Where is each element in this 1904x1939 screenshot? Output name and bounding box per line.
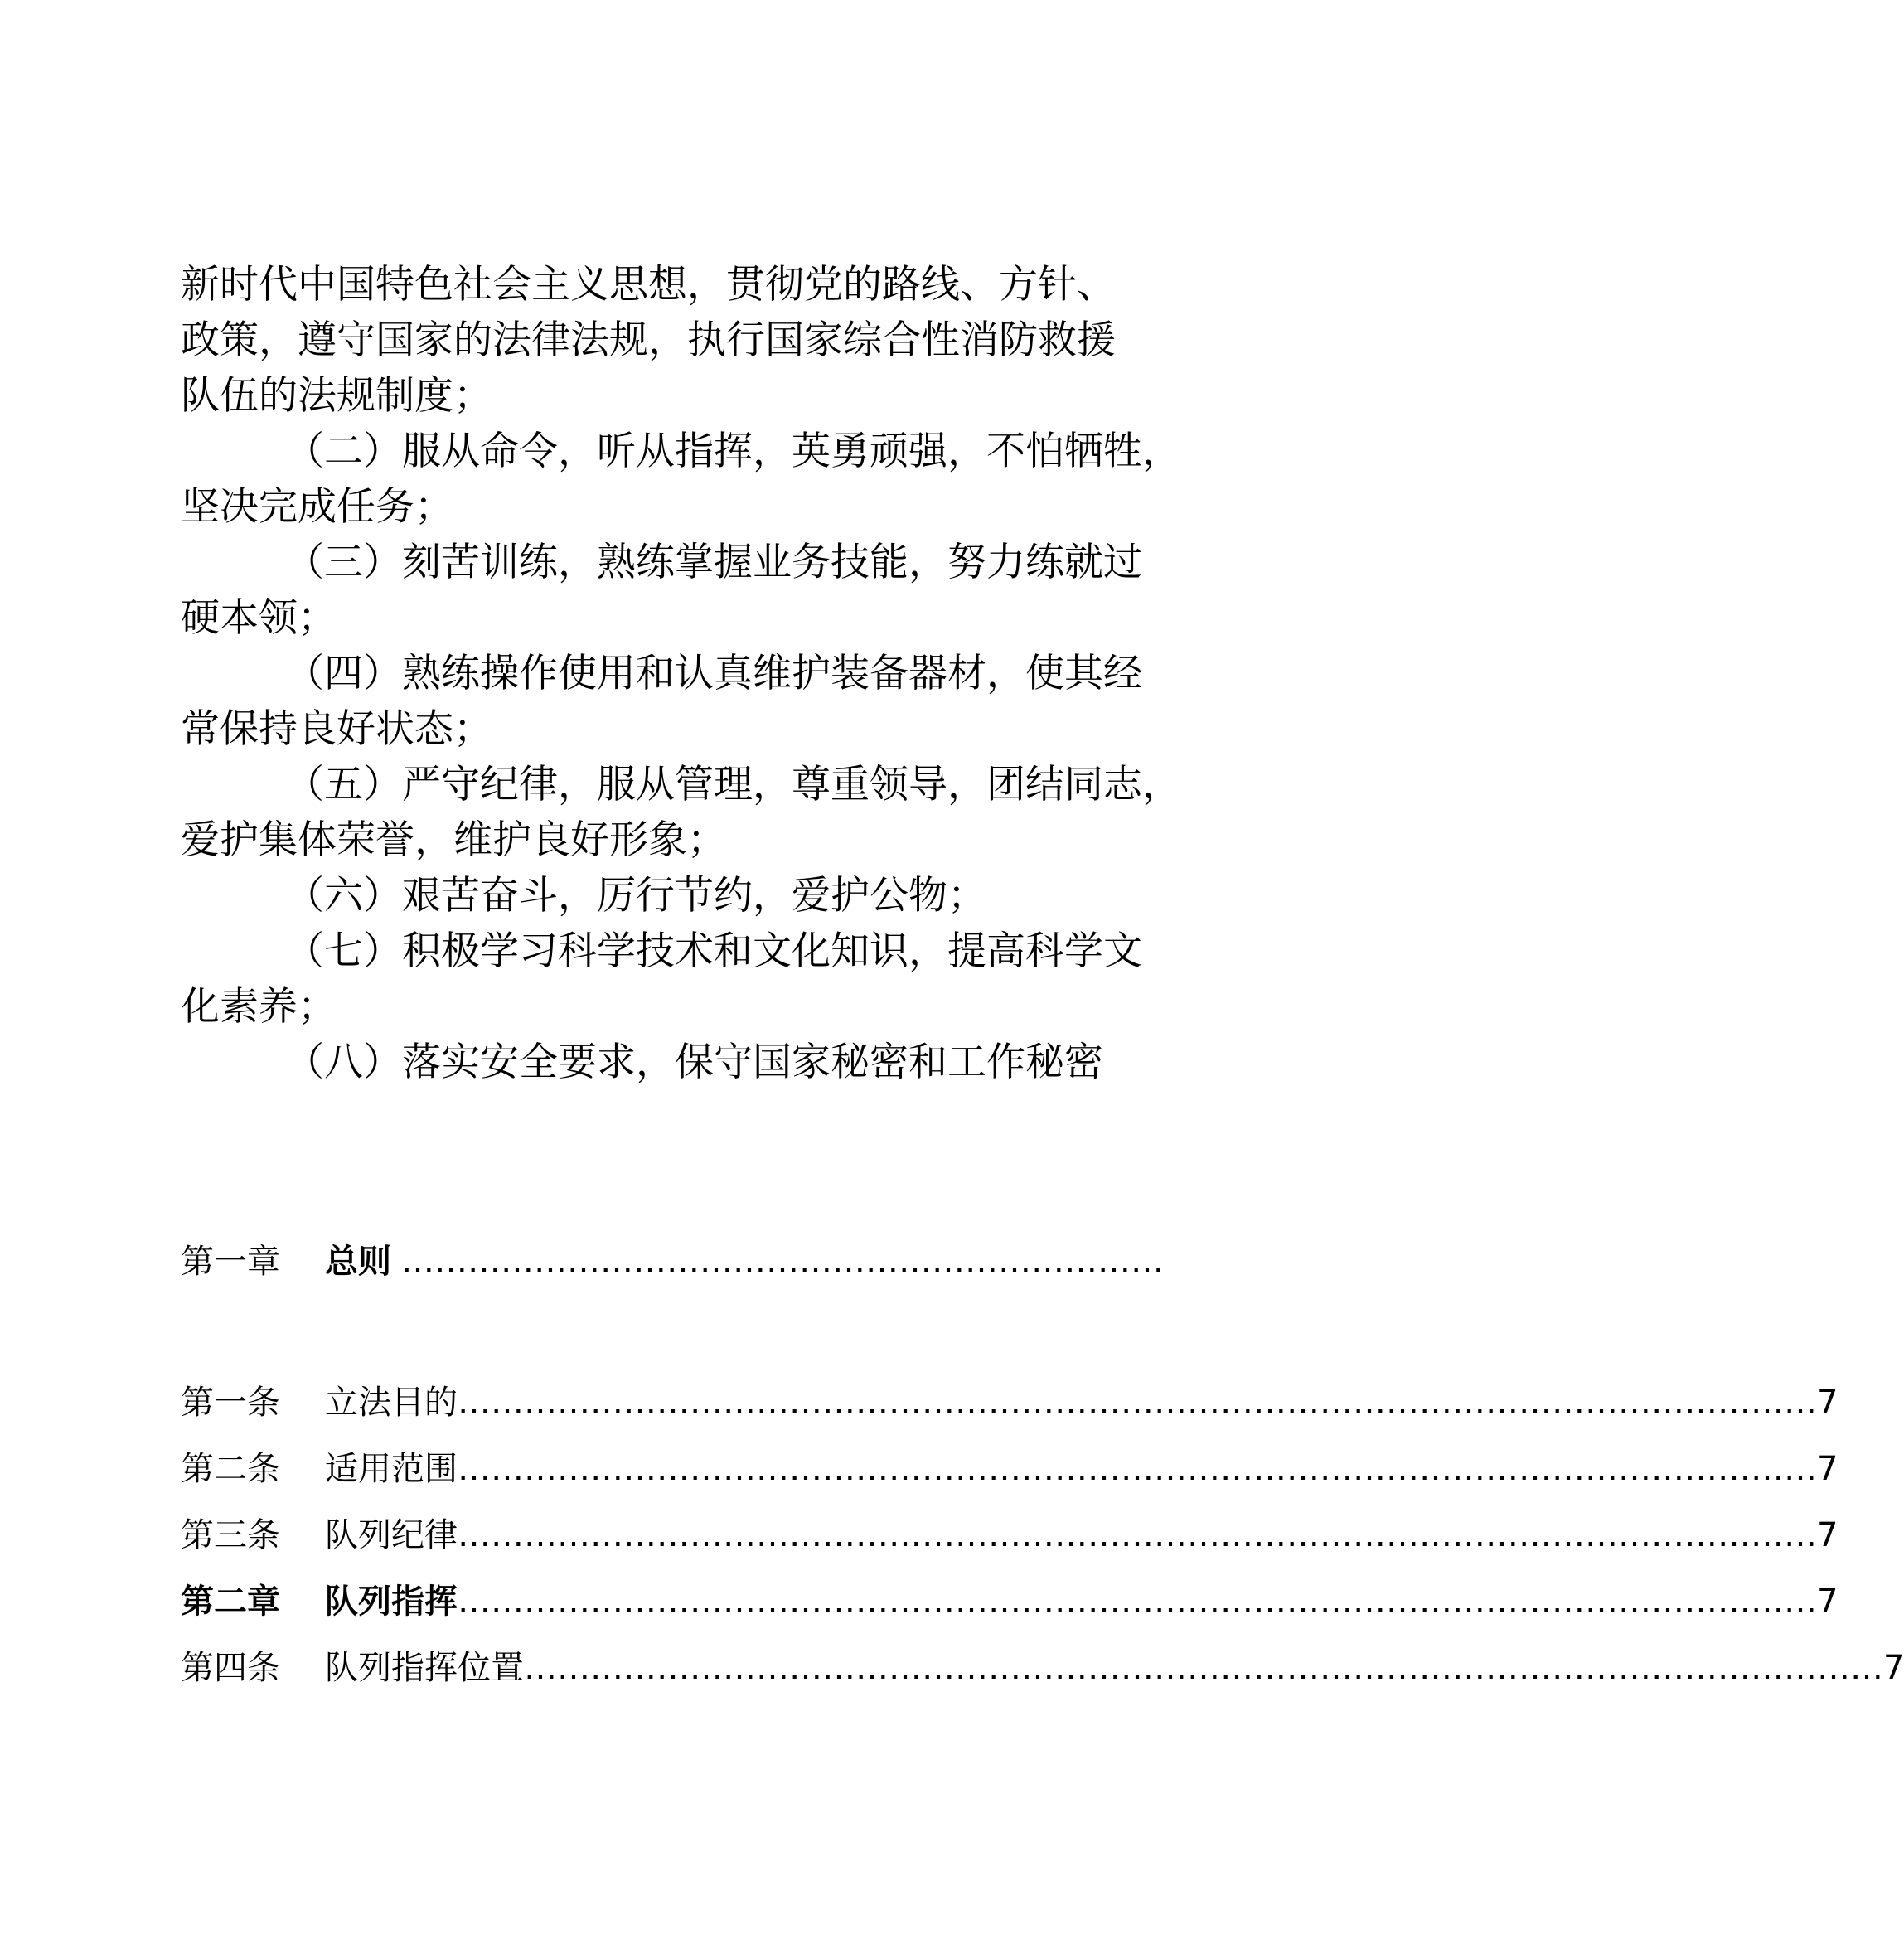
duty-item-5: （五）严守纪律，服从管理，尊重领导，团结同志， <box>285 762 1181 807</box>
toc-page-number: 7 <box>1817 1516 1839 1554</box>
toc-chapter-2[interactable] <box>181 1575 1839 1641</box>
duty-item-4-cont: 常保持良好状态； <box>181 706 492 752</box>
toc-page-number: 7 <box>1817 1450 1839 1488</box>
body-line: 队伍的法规制度； <box>181 373 492 419</box>
toc-entry-number: 第一条 <box>181 1384 280 1422</box>
duty-item-7: （七）积极学习科学技术和文化知识，提高科学文 <box>285 928 1142 974</box>
toc-entry-title: 适用范围 <box>325 1450 458 1488</box>
toc-entry-list <box>181 1376 1904 1708</box>
toc-entry[interactable] <box>181 1509 1839 1575</box>
duty-item-2-cont: 坚决完成任务； <box>181 484 453 530</box>
toc-chapter-title: 总则 <box>325 1243 391 1281</box>
toc-leader-dots <box>458 1384 1817 1422</box>
toc-page-number: 7 <box>1817 1583 1839 1621</box>
duty-item-3-cont: 硬本领； <box>181 595 337 641</box>
toc-leader-dots <box>524 1649 1883 1687</box>
toc-chapter-1[interactable] <box>181 1235 1200 1285</box>
toc-entry-title: 队列指挥 <box>325 1583 458 1621</box>
toc-leader-dots <box>458 1583 1817 1621</box>
toc-entry-title: 立法目的 <box>325 1384 458 1422</box>
toc-entry[interactable] <box>181 1442 1839 1509</box>
duty-item-5-cont: 爱护集体荣誉，维护良好形象； <box>181 817 726 863</box>
body-line: 新时代中国特色社会主义思想，贯彻党的路线、方针、 <box>181 262 1116 308</box>
toc-entry-title: 队列纪律 <box>325 1516 458 1554</box>
toc-leader-dots: …………………………………………………………… <box>401 1243 1164 1281</box>
toc-entry-number: 第二条 <box>181 1450 280 1488</box>
duty-item-2: （二）服从命令，听从指挥，英勇顽强，不怕牺牲， <box>285 429 1181 474</box>
toc-entry-number: 第三条 <box>181 1516 280 1554</box>
toc-entry-number: 第四条 <box>181 1649 280 1687</box>
toc-leader-dots <box>458 1450 1817 1488</box>
duty-item-8: （八）落实安全要求，保守国家秘密和工作秘密 <box>285 1040 1103 1085</box>
body-line: 政策，遵守国家的法律法规，执行国家综合性消防救援 <box>181 318 1116 363</box>
toc-page-number: 7 <box>1817 1384 1839 1422</box>
table-of-contents <box>181 1235 1904 1708</box>
toc-chapter-number: 第一章 <box>181 1243 280 1281</box>
toc-entry-title: 队列指挥位置 <box>325 1649 524 1687</box>
duty-item-6: （六）艰苦奋斗，厉行节约，爱护公物； <box>285 873 986 919</box>
duty-item-7-cont: 化素养； <box>181 984 337 1030</box>
duty-item-4: （四）熟练操作使用和认真维护装备器材，使其经 <box>285 651 1142 696</box>
toc-entry-number: 第二章 <box>181 1583 280 1621</box>
toc-leader-dots <box>458 1516 1817 1554</box>
toc-page-number: 7 <box>1883 1649 1904 1687</box>
regulation-body <box>181 257 1258 1090</box>
toc-entry[interactable] <box>181 1376 1839 1442</box>
duty-item-3: （三）刻苦训练，熟练掌握业务技能，努力练就过 <box>285 540 1142 585</box>
toc-entry[interactable] <box>181 1641 1904 1708</box>
